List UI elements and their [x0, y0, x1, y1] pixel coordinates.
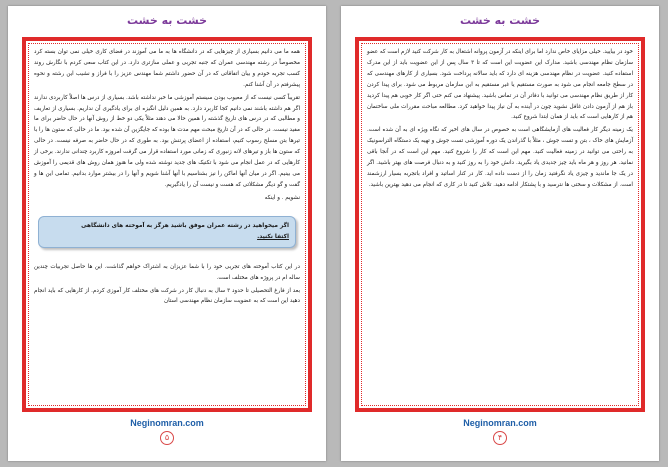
- paragraph: تقریباً کسی نیست که از معیوب بودن سیستم آموزشی ما خبر نداشته باشد. بسیاری از درس ها اصلاً کاربردی ندارند اگر هم داشته باشند نمی دانیم کجا کاربرد دارد. به همین دلیل انگیزه ای برای یادگیری آن نداریم. بسیاری از تعاریف و مطالبی که در درس های تاریخ گذشته را همین حالا می دهند مثلاً یکی دو خط از روش آنها در حال حاضر برای ما مفید نیست. در حالی که در آن تاریخ مبحث مهم مدت ها بوده که جایگزین آن شده بود. ما در حالی که ستون ها را با تیرها بتن مسلح رسوب کنیم، استفاده از اعضای پرتنش بود. به طوری که در حال حاضر به صرفه نیست. در حالی که ستون ها باز و تیرهای لانه زنبوری که زمانی مورد استفاده قرار می گرفت امروزه کاربرد چندانی ندارند. برخی از کارهایی که در عمل انجام می شود با تکنیک های جدید نوشته شده ولی ما هنوز همان روش های قدیمی را آموزش می بینیم. اگر در میان آنها اماکن را نیز بشناسیم با آنها آشنا شویم و آنها را در بیشتر موارد بدانیم. تمامی این ها و گفت و گو دیگر مشکلاتی که هست و نیست آن را یادگیریم.: [34, 94, 300, 188]
- page-border-frame: [355, 37, 645, 412]
- left-page: [8, 6, 326, 461]
- page-body: [34, 47, 300, 309]
- page-body: [367, 47, 633, 193]
- paragraph: بعد از فارغ التحصیلی تا حدود ۳ سال به دنبال کار در شرکت های مختلف کار آموزی کردم. از کارهایی که باید انجام دهید این است که به عضویت سازمان نظام مهندسی استان: [34, 287, 300, 305]
- paragraph: نشویم . و اینکه: [264, 194, 300, 201]
- page-number: ۵: [160, 431, 174, 445]
- paragraph: در این کتاب آموخته های تجربی خود را با شما عزیزان به اشتراک خواهم گذاشت. این ها حاصل تجربیات چندین ساله ام در پروژه های مختلف است.: [34, 263, 300, 281]
- page-title: خشت به خشت: [460, 14, 540, 27]
- callout-line: اگر میخواهید در رشته عمران موفق باشید هرگز به آموخته های دانشگاهی: [81, 222, 289, 229]
- site-url: Neginomran.com: [130, 418, 204, 428]
- site-url: Neginomran.com: [463, 418, 537, 428]
- paragraph: خود در بیایید. خیلی مزایای خاص ندارد اما برای اینکه در آزمون پروانه اشتغال به کار شرکت کنید لازم است که عضو سازمان نظام مهندسی باشید. مدارک این عضویت این است که تا ۳ سال پس از این عضویت باید از این مدرک استفاده کنید. عضویت در نظام مهندسی هزینه ای دارد که باید سالانه پرداخت شود. بسیاری از کارهای مهندسی که در سطح جامعه انجام می شود به صورت مستقیم یا غیر مستقیم به این سازمان مربوط می شود. برای پیدا کردن کار از طریق نظام مهندسی می توانید با دفاتر آن در تماس باشید. پیشنهاد می کنم حتی اگر کار خوبی هم پیدا کردید باز هم از آزمون دادن غافل نشوید چون در آینده به آن نیاز پیدا خواهید کرد. مطالعه مباحث مقررات ملی ساختمان هم از کارهایی است که باید از همان ابتدا شروع کنید.: [367, 49, 634, 121]
- callout-box: [38, 216, 296, 248]
- page-border-frame: [22, 37, 312, 412]
- right-page: [341, 6, 659, 461]
- page-number: ۴: [493, 431, 507, 445]
- page-title: خشت به خشت: [127, 14, 207, 27]
- paragraph: یک زمینه دیگر کار فعالیت های آزمایشگاهی است به خصوص در سال های اخیر که نگاه ویژه ای به آن شده است. آزمایش های خاک ، بتن و تست جوش ، مثلاً با گذراندن یک دوره آموزشی تست جوش و تهیه یک دستگاه التراسونیک به راحتی می توانید در زمینه فعالیت کنید. مهم این است که کار را شروع کنید. مهم این است که در آنجا باقی نمانید. هر روز و هر ماه باید چیز جدیدی یاد بگیرید. دانش خود را به روز کنید و به دنبال فرصت های بهتر باشید. اگر در یک جا ماندید و چیزی یاد نگرفتید زمان را از دست داده اید. کار در کنار اساتید و افراد باتجربه بسیار ارزشمند است. از مشکلات و سختی ها نترسید و با پشتکار ادامه دهید. تلاش کنید تا در کاری که انجام می دهید بهترین باشید.: [367, 127, 633, 188]
- callout-line: اکتفا نکنید.: [257, 233, 289, 240]
- paragraph: همه ما می دانیم بسیاری از چیزهایی که در دانشگاه ها به ما می آموزند در فضای کاری خیلی نمی توان بسته کرد مخصوصاً در رشته مهندسی عمران که جنبه تجربی و عملی سازتری دارد. در این کتاب سعی کردم با نگارش روند کسب تجربه خودم و بیان اتفاقاتی که در آن حضور داشتم شما مهندس عزیز را با فراز و نشیب این رشته و نحوه پیشرفتم در آن آشنا کنم.: [34, 49, 300, 88]
